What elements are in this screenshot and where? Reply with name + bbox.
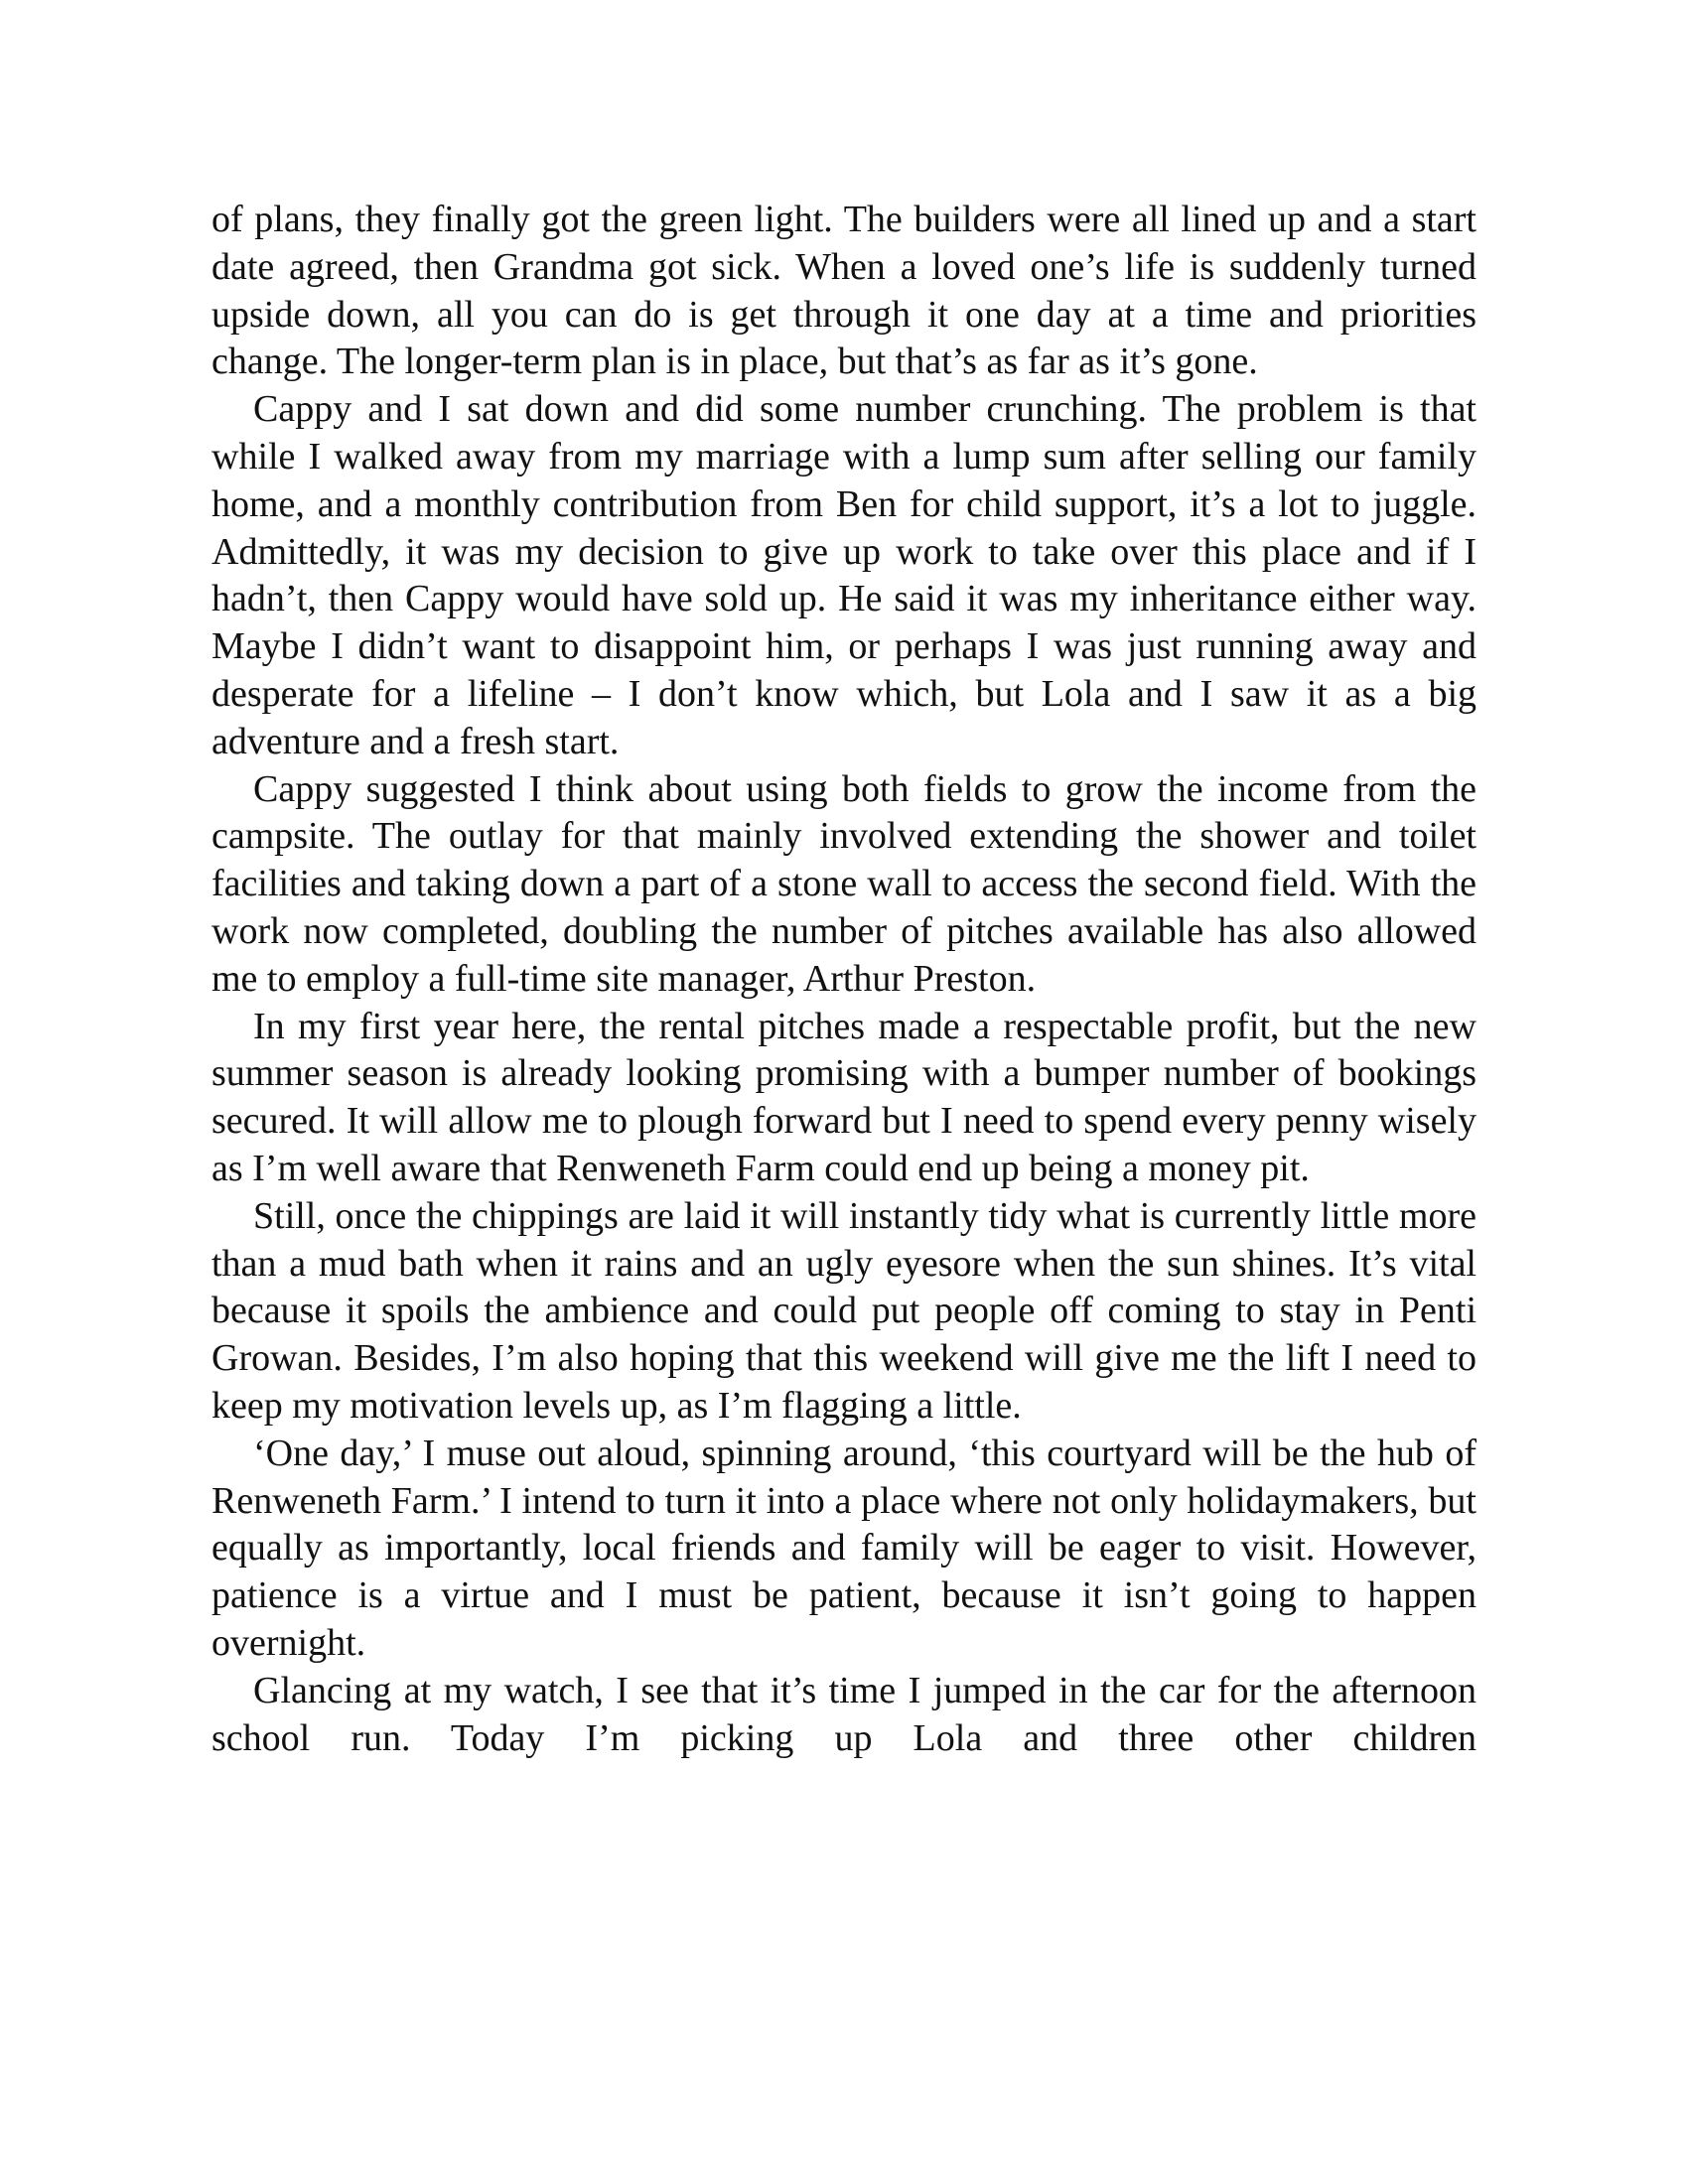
body-text: [211, 197, 1477, 1762]
paragraph: Cappy suggested I think about using both fields to grow the income from the campsite. The outlay for that mainly involved extending the shower and toilet facilities and taking down a part of a stone wall to access the second field. With the work now completed, doubling the number of pitches available has also allowed me to employ a full-time site manager, Arthur Preston.: [211, 767, 1477, 1000]
paragraph: Glancing at my watch, I see that it’s time I jumped in the car for the afternoon school run. Today I’m picking up Lola and three other children: [211, 1669, 1477, 1759]
paragraph: In my first year here, the rental pitches made a respectable profit, but the new summer season is already looking promising with a bumper number of bookings secured. It will allow me to plough forward but I need to spend every penny wisely as I’m well aware that Renweneth Farm could end up being a money pit.: [211, 1005, 1477, 1189]
paragraph: ‘One day,’ I muse out aloud, spinning around, ‘this courtyard will be the hub of Renweneth Farm.’ I intend to turn it into a place where not only holidaymakers, but equally as importantly, local friends and family will be eager to visit. However, patience is a virtue and I must be patient, because it isn’t going to happen overnight.: [211, 1432, 1477, 1664]
paragraph: Still, once the chippings are laid it will instantly tidy what is currently little more than a mud bath when it rains and an ugly eyesore when the sun shines. It’s vital because it spoils the ambience and could put people off coming to stay in Penti Growan. Besides, I’m also hoping that this weekend will give me the lift I need to keep my motivation levels up, as I’m flagging a little.: [211, 1194, 1477, 1427]
paragraph: of plans, they finally got the green light. The builders were all lined up and a start date agreed, then Grandma got sick. When a loved one’s life is suddenly turned upside down, all you can do is get through it one day at a time and priorities change. The longer-term plan is in place, but that’s as far as it’s gone.: [211, 199, 1477, 383]
paragraph: Cappy and I sat down and did some number crunching. The problem is that while I walked away from my marriage with a lump sum after selling our family home, and a monthly contribution from Ben for child support, it’s a lot to juggle. Admittedly, it was my decision to give up work to take over this place and if I hadn’t, then Cappy would have sold up. He said it was my inheritance either way. Maybe I didn’t want to disappoint him, or perhaps I was just running away and desperate for a lifeline – I don’t know which, but Lola and I saw it as a big adventure and a fresh start.: [211, 388, 1477, 762]
